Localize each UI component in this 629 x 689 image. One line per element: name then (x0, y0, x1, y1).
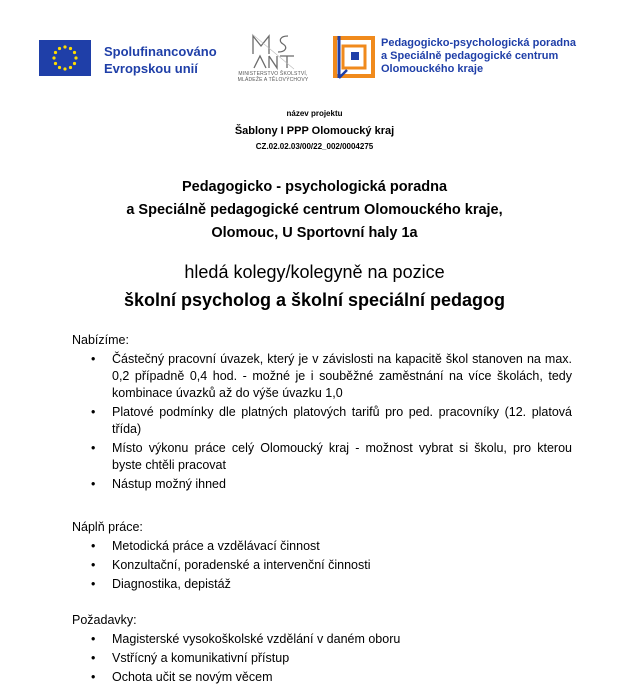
list-item: • Ochota učit se novým věcem (91, 669, 572, 686)
eu-flag-icon (39, 40, 91, 76)
list-item: • Metodická práce a vzdělávací činnost (91, 538, 572, 555)
eu-line-1: Spolufinancováno (104, 44, 217, 59)
msmt-caption-line-2: MLÁDEŽE A TĚLOVÝCHOVY (237, 77, 309, 83)
list-item: • Místo výkonu práce celý Olomoucký kraj - možnost vybrat si školu, pro kterou byste chtěli pracovat (91, 440, 572, 474)
project-name: Šablony I PPP Olomoucký kraj (234, 125, 395, 137)
list-item: • Diagnostika, depistáž (91, 576, 572, 593)
ppp-name-text (381, 37, 576, 76)
organization-line-3: Olomouc, U Sportovní haly 1a (211, 225, 418, 241)
ppp-logo-icon (331, 34, 377, 80)
project-info (0, 108, 629, 153)
offer-title: Nabízíme: (72, 333, 129, 347)
work-title: Náplň práce: (72, 520, 143, 534)
ppp-line-3: Olomouckého kraje (381, 63, 484, 75)
list-item: • Vstřícný a komunikativní přístup (91, 650, 572, 667)
list-item: • Magisterské vysokoškolské vzdělání v daném oboru (91, 631, 572, 648)
eu-cofinanced-text (104, 43, 217, 77)
project-label: název projektu (286, 109, 343, 118)
list-item: • Platové podmínky dle platných platových tarifů pro ped. pracovníky (12. platová třída) (91, 404, 572, 438)
msmt-logo (228, 32, 318, 86)
list-item: • Nástup možný ihned (91, 476, 572, 493)
position-title: školní psycholog a školní speciální pedagog (123, 290, 506, 310)
offer-section (72, 332, 572, 493)
msmt-caption-line-1: MINISTERSTVO ŠKOLSTVÍ, (238, 71, 308, 77)
ppp-line-1: Pedagogicko-psychologická poradna (381, 37, 576, 49)
requirements-section (72, 612, 572, 686)
list-item: • Konzultační, poradenské a intervenční činnosti (91, 557, 572, 574)
seeking-text: hledá kolegy/kolegyně na pozice (184, 262, 445, 282)
header-logos (0, 28, 629, 88)
msmt-emblem-icon (250, 32, 296, 70)
list-item: • Částečný pracovní úvazek, který je v závislosti na kapacitě škol stanoven na max. 0,2 případně 0,4 hod. - možné je i souběžné zaměstnání na více školách, tedy kombinace úvazků až do výše úvazku 1,0 (91, 351, 572, 402)
ppp-line-2: a Speciálně pedagogické centrum (381, 50, 559, 62)
organization-line-1: Pedagogicko - psychologická poradna (181, 179, 448, 195)
work-section (72, 519, 572, 593)
offer-list (72, 351, 572, 493)
msmt-caption (228, 71, 318, 83)
organization-line-2: a Speciálně pedagogické centrum Olomouckého kraje, (126, 202, 503, 218)
requirements-title: Požadavky: (72, 613, 137, 627)
project-code: CZ.02.02.03/00/22_002/0004275 (255, 142, 374, 151)
organization-name (0, 176, 629, 245)
eu-line-2: Evropskou unií (104, 61, 198, 76)
requirements-list (72, 631, 572, 686)
work-list (72, 538, 572, 593)
